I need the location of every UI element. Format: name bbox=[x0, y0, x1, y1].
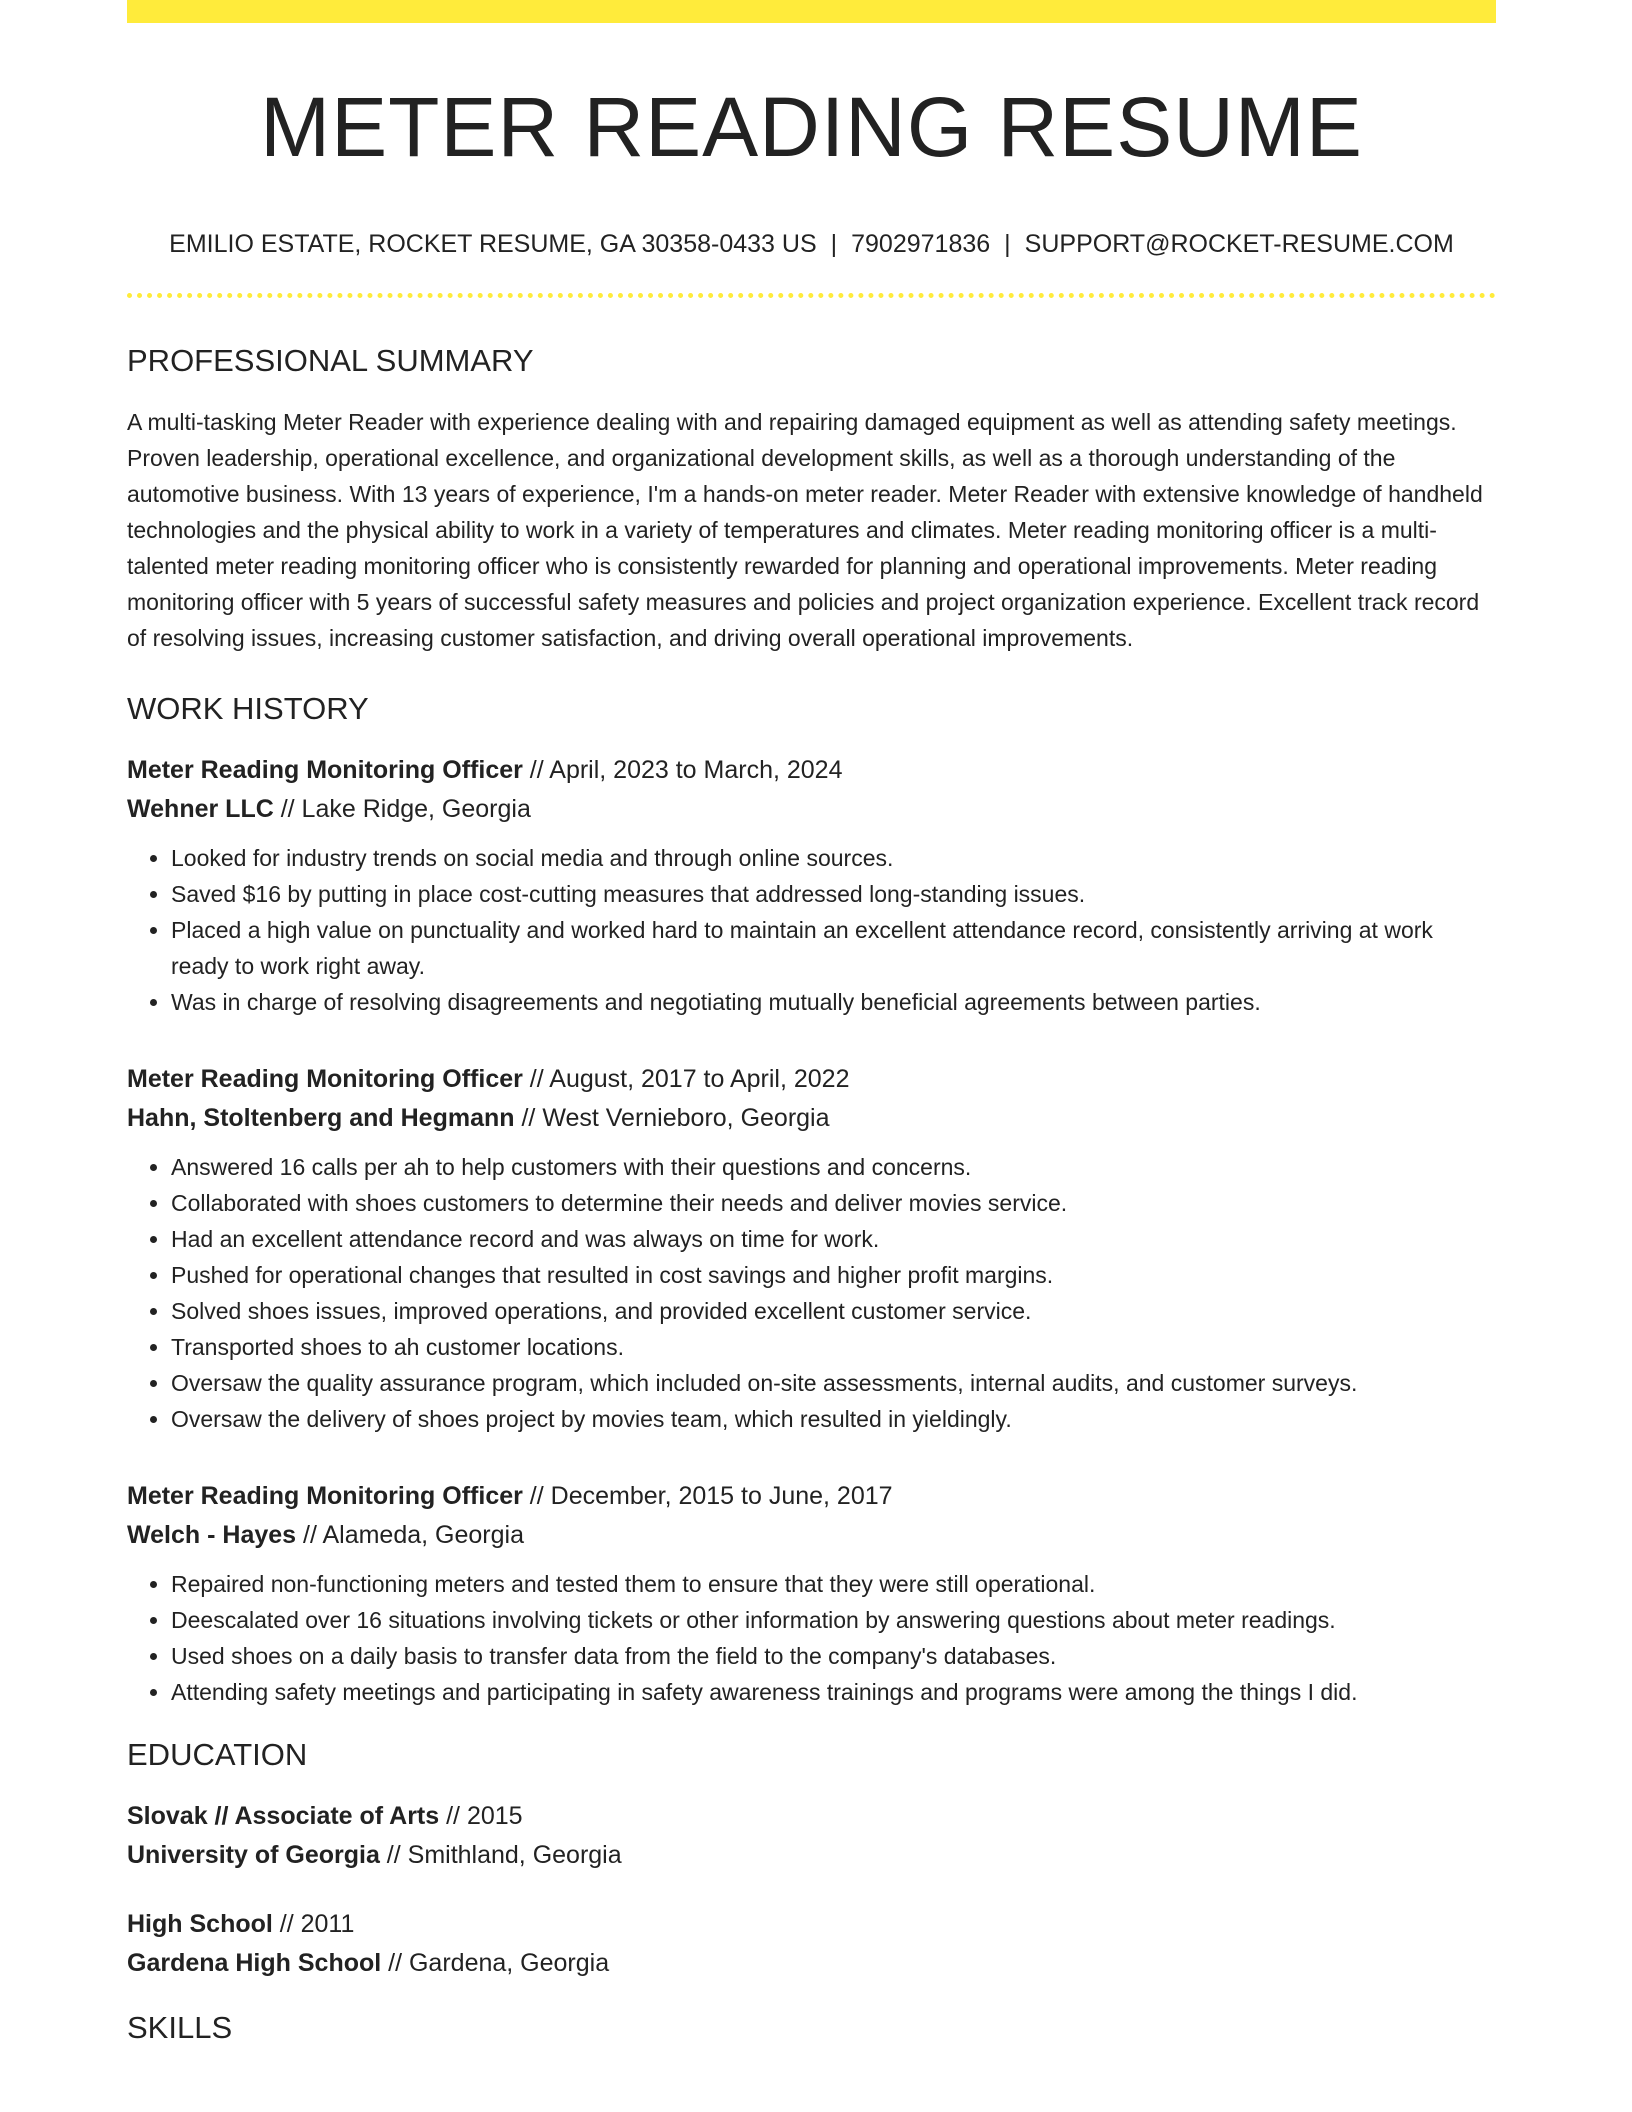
job-company-line bbox=[127, 1516, 1496, 1555]
education-school: University of Georgia bbox=[127, 1840, 380, 1869]
top-accent-bar bbox=[127, 0, 1496, 23]
summary-heading: PROFESSIONAL SUMMARY bbox=[127, 343, 534, 379]
job-company: Welch - Hayes bbox=[127, 1520, 297, 1549]
job-dates: // April, 2023 to March, 2024 bbox=[522, 755, 843, 784]
job-bullet: • Placed a high value on punctuality and worked hard to maintain an excellent attendance record, consistently arriving at work ready to work right away. bbox=[171, 912, 1496, 984]
dotted-divider bbox=[127, 293, 1496, 298]
job-company: Wehner LLC bbox=[127, 794, 274, 823]
job-title-line bbox=[127, 1477, 1496, 1516]
contact-email: SUPPORT@ROCKET-RESUME.COM bbox=[1024, 230, 1454, 259]
education-school-line bbox=[127, 1836, 1496, 1875]
job-bullets bbox=[127, 1566, 1496, 1710]
job-bullet: • Attending safety meetings and participating in safety awareness trainings and programs were among the things I did. bbox=[171, 1674, 1496, 1710]
summary-text: A multi-tasking Meter Reader with experience dealing with and repairing damaged equipment as well as attending safety meetings. Proven leadership, operational excellence, and organizational development skills, as well as a thorough understanding of the automotive business. With 13 years of experience, I'm a hands-on meter reader. Meter Reader with extensive knowledge of handheld technologies and the physical ability to work in a variety of temperatures and climates. Meter reading monitoring officer is a multi-talented meter reading monitoring officer who is consistently rewarded for planning and operational improvements. Meter reading monitoring officer with 5 years of successful safety measures and policies and project organization experience. Excellent track record of resolving issues, increasing customer satisfaction, and driving overall operational improvements. bbox=[127, 408, 1483, 651]
job-bullet: • Deescalated over 16 situations involving tickets or other information by answering questions about meter readings. bbox=[171, 1602, 1496, 1638]
education-heading: EDUCATION bbox=[127, 1736, 308, 1772]
job-location: // Alameda, Georgia bbox=[296, 1520, 524, 1549]
job-bullet: • Used shoes on a daily basis to transfer data from the field to the company's databases. bbox=[171, 1638, 1496, 1674]
job-bullets bbox=[127, 1149, 1496, 1437]
job-bullet: • Had an excellent attendance record and was always on time for work. bbox=[171, 1221, 1496, 1257]
job-bullet: • Pushed for operational changes that resulted in cost savings and higher profit margins. bbox=[171, 1257, 1496, 1293]
resume-title: METER READING RESUME bbox=[260, 80, 1363, 174]
education-location: // Smithland, Georgia bbox=[379, 1840, 622, 1869]
education-school: Gardena High School bbox=[127, 1948, 382, 1977]
education-degree: Slovak // Associate of Arts bbox=[127, 1801, 440, 1830]
job-entry bbox=[127, 1060, 1496, 1437]
job-title-line bbox=[127, 1060, 1496, 1099]
job-entry bbox=[127, 751, 1496, 1020]
work-history-heading: WORK HISTORY bbox=[127, 690, 369, 726]
education-degree-line bbox=[127, 1797, 1496, 1836]
job-dates: // August, 2017 to April, 2022 bbox=[522, 1064, 850, 1093]
contact-address: EMILIO ESTATE, ROCKET RESUME, GA 30358-0433 US bbox=[169, 230, 817, 259]
education-entry bbox=[127, 1905, 1496, 1983]
skills-heading: SKILLS bbox=[127, 2009, 233, 2045]
contact-separator: | bbox=[1004, 230, 1011, 259]
job-bullet: • Oversaw the quality assurance program, which included on-site assessments, internal audits, and customer surveys. bbox=[171, 1365, 1496, 1401]
education-degree: High School bbox=[127, 1909, 273, 1938]
education-year: // 2011 bbox=[272, 1909, 355, 1938]
job-title-line bbox=[127, 751, 1496, 790]
contact-line bbox=[127, 229, 1496, 259]
job-bullet: • Transported shoes to ah customer locations. bbox=[171, 1329, 1496, 1365]
job-company: Hahn, Stoltenberg and Hegmann bbox=[127, 1103, 515, 1132]
job-bullet: • Looked for industry trends on social media and through online sources. bbox=[171, 840, 1496, 876]
job-bullets bbox=[127, 840, 1496, 1020]
job-location: // Lake Ridge, Georgia bbox=[273, 794, 531, 823]
education-location: // Gardena, Georgia bbox=[381, 1948, 610, 1977]
education-entry bbox=[127, 1797, 1496, 1875]
contact-separator: | bbox=[830, 230, 838, 259]
education-school-line bbox=[127, 1944, 1496, 1983]
job-company-line bbox=[127, 790, 1496, 829]
job-bullet: • Answered 16 calls per ah to help customers with their questions and concerns. bbox=[171, 1149, 1496, 1185]
job-company-line bbox=[127, 1099, 1496, 1138]
job-title: Meter Reading Monitoring Officer bbox=[127, 1064, 523, 1093]
job-bullet: • Repaired non-functioning meters and tested them to ensure that they were still operational. bbox=[171, 1566, 1496, 1602]
education-degree-line bbox=[127, 1905, 1496, 1944]
contact-phone: 7902971836 bbox=[851, 230, 991, 259]
job-entry bbox=[127, 1477, 1496, 1710]
job-bullet: • Solved shoes issues, improved operations, and provided excellent customer service. bbox=[171, 1293, 1496, 1329]
job-title: Meter Reading Monitoring Officer bbox=[127, 755, 523, 784]
job-bullet: • Oversaw the delivery of shoes project by movies team, which resulted in yieldingly. bbox=[171, 1401, 1496, 1437]
job-bullet: • Saved $16 by putting in place cost-cutting measures that addressed long-standing issues. bbox=[171, 876, 1496, 912]
education-year: // 2015 bbox=[439, 1801, 523, 1830]
job-bullet: • Collaborated with shoes customers to determine their needs and deliver movies service. bbox=[171, 1185, 1496, 1221]
job-location: // West Vernieboro, Georgia bbox=[514, 1103, 830, 1132]
job-dates: // December, 2015 to June, 2017 bbox=[522, 1481, 893, 1510]
job-bullet: • Was in charge of resolving disagreements and negotiating mutually beneficial agreements between parties. bbox=[171, 984, 1496, 1020]
resume-page bbox=[127, 0, 1496, 2046]
job-title: Meter Reading Monitoring Officer bbox=[127, 1481, 523, 1510]
